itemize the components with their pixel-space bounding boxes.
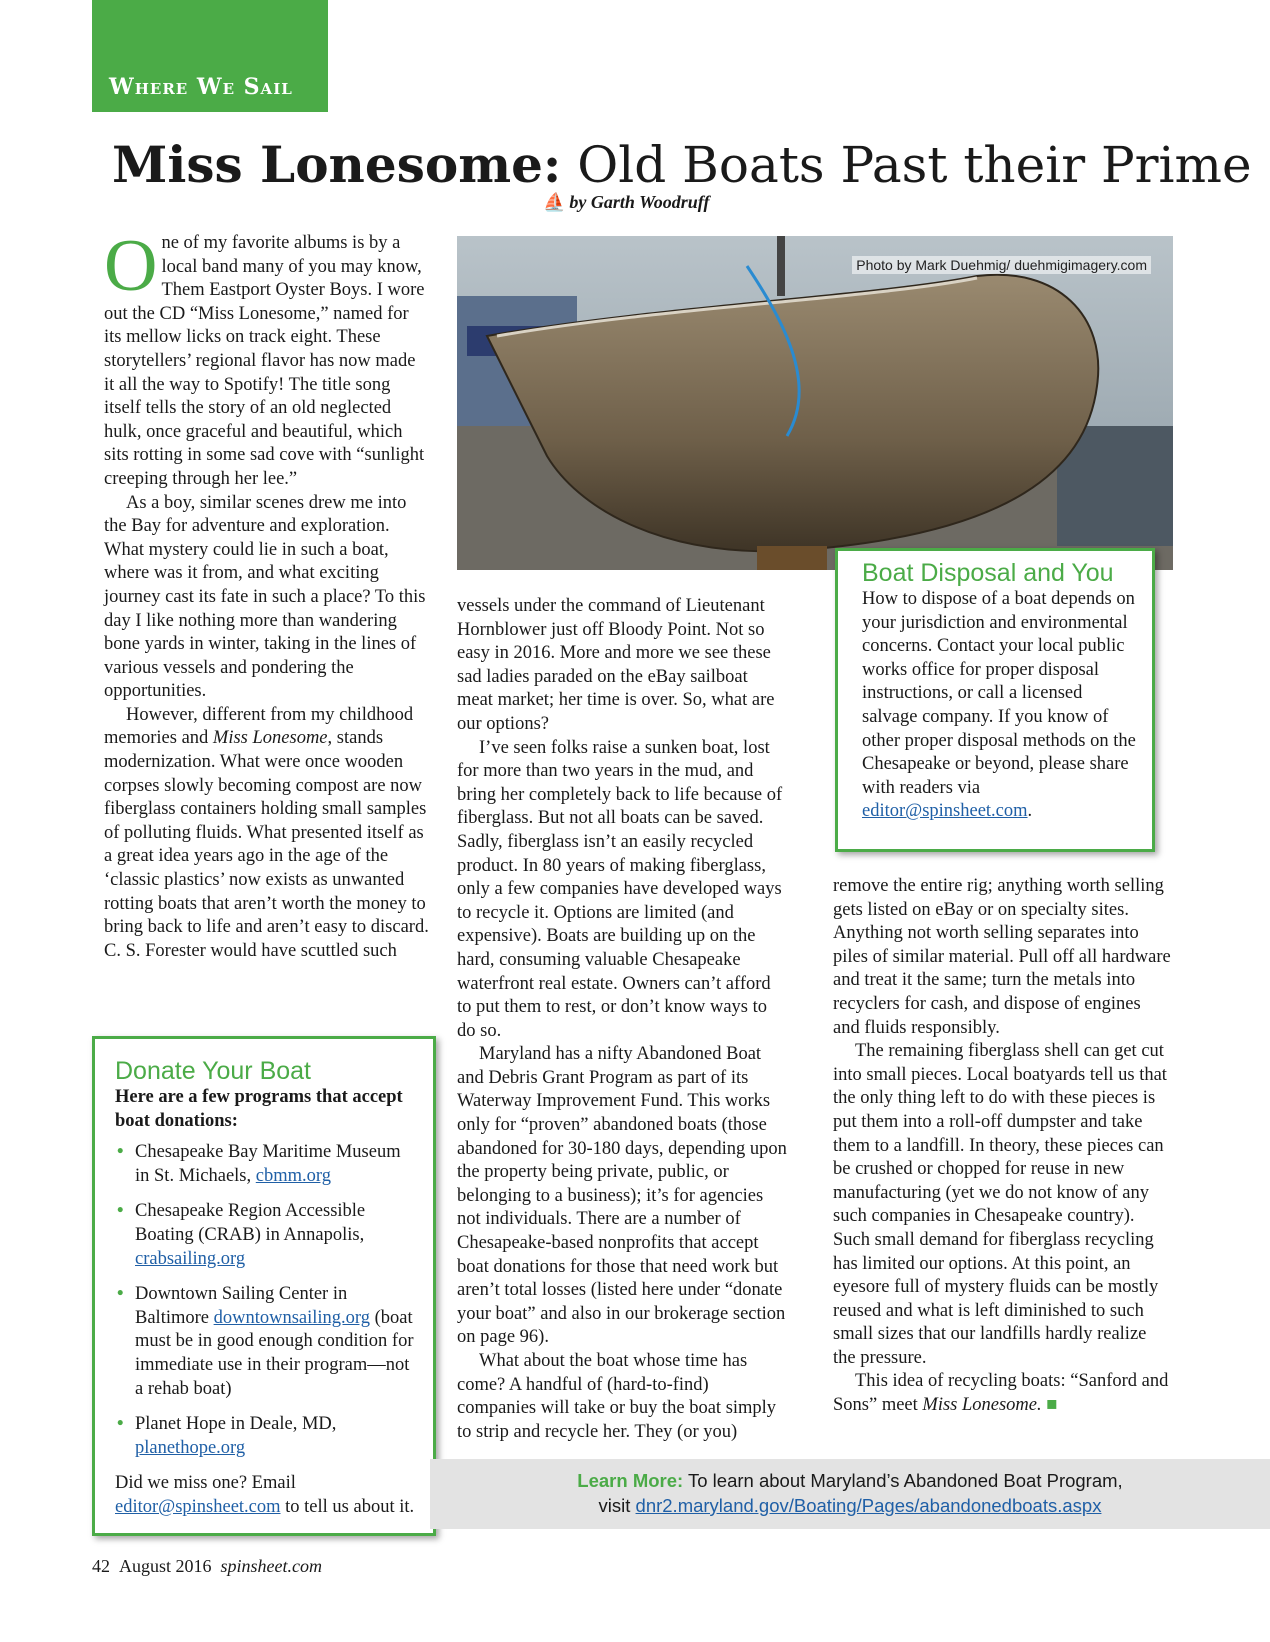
list-item: • Planet Hope in Deale, MD, planethope.org bbox=[117, 1414, 337, 1458]
byline bbox=[543, 192, 709, 213]
bullet-icon: • bbox=[117, 1201, 124, 1222]
section-tab-label: Where We Sail bbox=[109, 74, 293, 100]
bullet-icon: • bbox=[117, 1284, 124, 1305]
boat-hull-image bbox=[457, 236, 1173, 570]
page-footer bbox=[92, 1556, 322, 1577]
headline bbox=[112, 130, 1252, 200]
list-item: • Downtown Sailing Center in Baltimore downtownsailing.org (boat must be in good enough condition for immediate use in their program—not a rehab boat) bbox=[117, 1284, 414, 1399]
boat-photo bbox=[457, 236, 1173, 570]
email-link[interactable]: editor@spinsheet.com bbox=[862, 801, 1028, 822]
paragraph: As a boy, similar scenes drew me into the Bay for adventure and exploration. What mystery could lie in such a boat, where was it from, and what exciting journey cast its fate in such a place? To this day I like nothing more than wandering bone yards in winter, taking in the lines of various vessels and pondering the opportunities. bbox=[104, 492, 426, 702]
boat-disposal-title: Boat Disposal and You bbox=[862, 559, 1114, 587]
paragraph: Maryland has a nifty Abandoned Boat and Debris Grant Program as part of its Waterway Improvement Fund. This works only for “proven” abandoned boats (those abandoned for 30-180 days, depending upon the property being private, public, or belonging to a business); it’s for agencies not individuals. There are a number of Chesapeake-based nonprofits that accept boat donations for those that need work but aren’t total losses (listed here under “donate your boat” and also in our brokerage section on page 96). bbox=[457, 1044, 787, 1348]
bullet-icon: • bbox=[117, 1414, 124, 1435]
cbmm-link[interactable]: cbmm.org bbox=[255, 1165, 331, 1186]
donate-title: Donate Your Boat bbox=[115, 1057, 311, 1085]
paragraph: One of my favorite albums is by a local band many of you may know, Them Eastport Oyster Boys. I wore out the CD “Miss Lonesome,” named for its mellow licks on track eight. These storytellers’ regional flavor has now made it all the way to Spotify! The title song itself tells the story of an old neglected hulk, once graceful and beautiful, which sits rotting in some sad cove with “sunlight creeping through her lee.” bbox=[104, 225, 425, 489]
bullet-icon: • bbox=[117, 1142, 124, 1163]
issue-date: August 2016 bbox=[119, 1556, 212, 1576]
photo-credit: Photo by Mark Duehmig/ duehmigimagery.com bbox=[852, 256, 1151, 274]
downtownsailing-link[interactable]: downtownsailing.org bbox=[213, 1307, 371, 1328]
list-item: • Chesapeake Region Accessible Boating (CRAB) in Annapolis, crabsailing.org bbox=[117, 1201, 366, 1269]
learn-more-line: Learn More: To learn about Maryland’s Abandoned Boat Program, bbox=[577, 1470, 1123, 1491]
headline-bold: Miss Lonesome: bbox=[112, 135, 562, 194]
boat-disposal-body: How to dispose of a boat depends on your jurisdiction and environmental concerns. Contact your local public works office for proper disposal instructions, or call a licensed salvage company. If you know of other proper disposal methods on the Chesapeake or beyond, please share with readers via editor@spinsheet.com. bbox=[862, 589, 1136, 822]
paragraph: What about the boat whose time has come? A handful of (hard-to-find) companies will take or buy the boat simply to strip and recycle her. They (or you) bbox=[457, 1351, 777, 1442]
paragraph: I’ve seen folks raise a sunken boat, lost for more than two years in the mud, and bring her completely back to life because of fiberglass. But not all boats can be saved. Sadly, fiberglass isn’t an easily recycled product. In 80 years of making fiberglass, only a few companies have developed ways to recycle it. Options are limited (and expensive). Boats are building up on the hard, consuming valuable Chesapeake waterfront real estate. Owners can’t afford to put them to rest, or don’t know ways to do so. bbox=[457, 737, 783, 1041]
section-tab bbox=[92, 0, 328, 112]
email-link[interactable]: editor@spinsheet.com bbox=[115, 1496, 281, 1517]
dnr-link[interactable]: dnr2.maryland.gov/Boating/Pages/abandonedboats.aspx bbox=[635, 1495, 1102, 1516]
donate-boat-sidebar bbox=[92, 1036, 436, 1536]
planethope-link[interactable]: planethope.org bbox=[135, 1437, 246, 1458]
learn-more-link-line: visit dnr2.maryland.gov/Boating/Pages/abandonedboats.aspx bbox=[598, 1495, 1102, 1516]
page-number: 42 bbox=[92, 1556, 110, 1576]
article-column-3 bbox=[833, 875, 1171, 1418]
article-column-2 bbox=[457, 595, 787, 1444]
paragraph: This idea of recycling boats: “Sanford and Sons” meet Miss Lonesome. ■ bbox=[833, 1371, 1169, 1416]
drop-cap: O bbox=[104, 225, 158, 307]
learn-more-label: Learn More: bbox=[577, 1470, 684, 1491]
end-mark: ■ bbox=[1046, 1395, 1058, 1416]
site-name: spinsheet.com bbox=[220, 1556, 322, 1576]
list-item: • Chesapeake Bay Maritime Museum in St. Michaels, cbmm.org bbox=[117, 1142, 401, 1186]
donation-program-list bbox=[115, 1141, 417, 1460]
paragraph: However, different from my childhood memories and Miss Lonesome, stands modernization. What were once wooden corpses slowly becoming compost are now fiberglass containers holding small samples of polluting fluids. What presented itself as a great idea years ago in the age of the ‘classic plastics’ now exists as unwanted rotting boats that aren’t worth the money to bring back to life and aren’t easy to discard. C. S. Forester would have scuttled such bbox=[104, 704, 429, 961]
byline-text: by Garth Woodruff bbox=[569, 192, 710, 212]
article-column-1 bbox=[104, 225, 430, 963]
crabsailing-link[interactable]: crabsailing.org bbox=[135, 1248, 246, 1269]
donate-closing: Did we miss one? Email editor@spinsheet.com to tell us about it. bbox=[115, 1473, 415, 1517]
headline-light: Old Boats Past their Prime bbox=[577, 136, 1252, 194]
sailboat-icon: ⛵ bbox=[543, 192, 566, 212]
paragraph: remove the entire rig; anything worth selling gets listed on eBay or on specialty sites. Anything not worth selling separates into piles of similar material. Pull off all hardware and treat it the same; turn the metals into recyclers for cash, and dispose of engines and fluids responsibly. bbox=[833, 876, 1171, 1038]
boat-disposal-sidebar bbox=[835, 548, 1155, 852]
paragraph: vessels under the command of Lieutenant Hornblower just off Bloody Point. Not so easy in 2016. More and more we see these sad ladies paraded on the eBay sailboat meat market; her time is over. So, what are our options? bbox=[457, 596, 775, 734]
learn-more-bar bbox=[430, 1459, 1270, 1529]
paragraph: The remaining fiberglass shell can get cut into small pieces. Local boatyards tell us that the only thing left to do with these pieces is put them into a roll-off dumpster and take them to a landfill. In theory, these pieces can be crushed or chopped for reuse in new manufacturing (yet we do not know of any such companies in Chesapeake country). Such small demand for fiberglass recycling has limited our options. At this point, an eyesore full of mystery fluids can be mostly reused and what is left diminished to such small sizes that our landfills hardly realize the pressure. bbox=[833, 1041, 1167, 1368]
donate-subtitle: Here are a few programs that accept boat donations: bbox=[115, 1087, 403, 1131]
